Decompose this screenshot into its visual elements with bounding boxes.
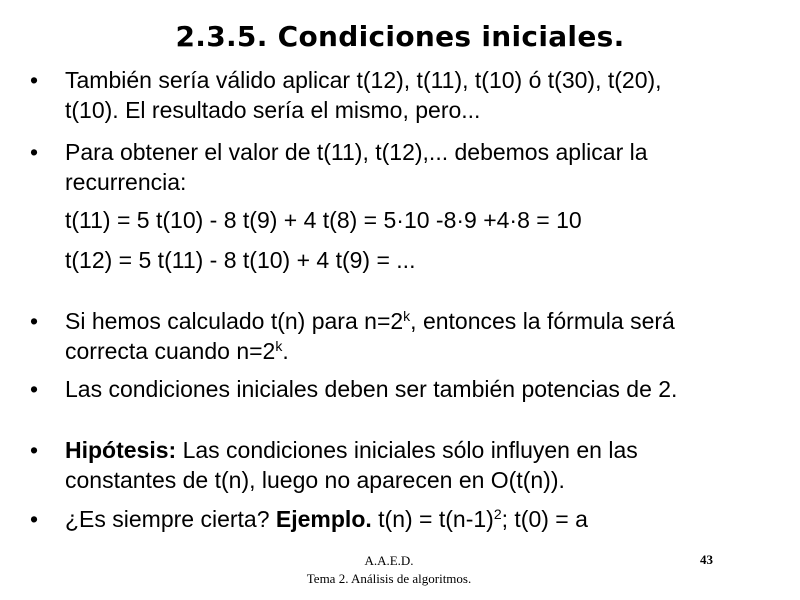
recurrence-equation-t12: t(12) = 5 t(11) - 8 t(10) + 4 t(9) = ... [65, 247, 416, 273]
bullet-marker: • [30, 308, 39, 334]
bullet-1-line-2: t(10). El resultado sería el mismo, pero... [65, 97, 481, 123]
example-label: Ejemplo. [275, 506, 372, 532]
bullet-marker: • [30, 506, 39, 532]
bullet-5-line-2: constantes de t(n), luego no aparecen en O(t(n)). [65, 467, 565, 493]
bullet-marker: • [30, 376, 39, 402]
bullet-marker: • [30, 437, 39, 463]
slide-title: 2.3.5. Condiciones iniciales. [175, 20, 625, 53]
page-number: 43 [700, 552, 713, 567]
bullet-marker: • [30, 67, 39, 93]
footer-course-name: A.A.E.D. [364, 553, 414, 568]
bullet-3-line-2: correcta cuando $n=2^k$. [65, 338, 289, 364]
bullet-3-line-1: Si hemos calculado t(n) para $n=2^k$, entonces la fórmula será [65, 308, 675, 334]
footer-topic: Tema 2. Análisis de algoritmos. [306, 571, 472, 586]
bullet-5-line-1: Hipótesis: Las condiciones iniciales sólo influyen en las [65, 437, 638, 463]
bullet-2-line-2: recurrencia: [65, 169, 187, 195]
bullet-marker: • [30, 139, 39, 165]
hypothesis-label: Hipótesis: [65, 437, 177, 463]
recurrence-equation-t11: t(11) = 5 t(10) - 8 t(9) + 4 t(8) = 5·10 -8·9 +4·8 = 10 [65, 207, 582, 233]
bullet-6-line-1: ¿Es siempre cierta? Ejemplo. $t(n) = t(n-1)^2$; t(0) = a [65, 506, 588, 532]
bullet-1-line-1: También sería válido aplicar t(12), t(11), t(10) ó t(30), t(20), [65, 67, 662, 93]
bullet-2-line-1: Para obtener el valor de t(11), t(12),... debemos aplicar la [65, 139, 648, 165]
bullet-4-line-1: Las condiciones iniciales deben ser también potencias de 2. [65, 376, 678, 402]
footer-course [0, 552, 778, 588]
